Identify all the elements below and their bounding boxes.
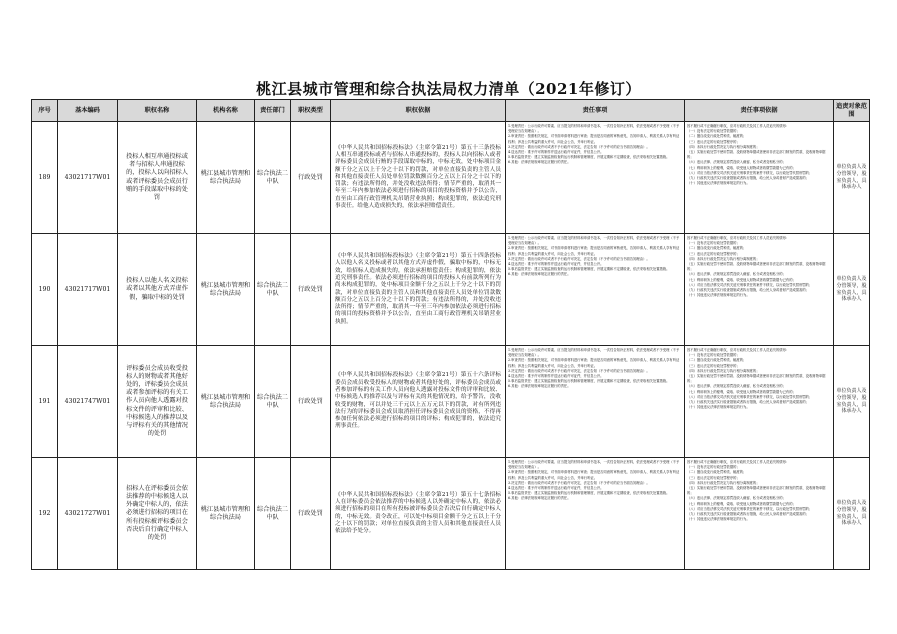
cell-scope: 单位负责人及分管领导，股室负责人，具体承办人 — [834, 234, 870, 346]
header-name: 职权名称 — [118, 100, 197, 122]
text-line: （八）对应当依法移交司法机关追究刑事责任的案件不移交，以行政处罚代替刑罚的； — [687, 394, 813, 399]
cell-code: 43021727W01 — [58, 458, 118, 570]
text-line: （四）未执行行政处罚决定与执行相分离制度的； — [687, 256, 760, 261]
cell-duties-basis — [685, 346, 834, 458]
text-line: （二）擅自改变行政处罚种类、幅度的； — [687, 358, 747, 363]
cell-org: 桃江县城市管理和综合执法局 — [197, 122, 255, 234]
cell-duties — [506, 122, 685, 234]
cell-scope: 单位负责人及分管领导，股室负责人，具体承办人 — [834, 346, 870, 458]
cell-duties-basis — [685, 458, 834, 570]
text-line: 2.审查责任：按照相关规定，对书面申请材料进行审查；提出是否同意的审核意见，告知申请人、利害关系人享有听证权利；涉及公共利益的重大许可，向社会公告，并举行听证。 — [508, 134, 680, 144]
cell-name: 招标人在评标委员会依法推荐的中标候选人以外确定中标人的，依法必须进行招标的项目在所有投标被评标委员会否决后自行确定中标人的处罚 — [118, 458, 197, 570]
text-line: （五）实施行政处罚不使用罚款、没收财物单据或者使用非法定部门制发的罚款、没收财物单据的； — [687, 262, 826, 272]
text-line: （六）违反法律、法规规定将罚没收入截留、私分或者变相私分的； — [687, 272, 786, 277]
cell-name: 投标人相互串通投标或者与招标人串通投标的，投标人以向招标人或者评标委员会成员行贿的手段谋取中标的处罚 — [118, 122, 197, 234]
text-line: （二）擅自改变行政处罚种类、幅度的； — [687, 246, 747, 251]
cell-duties — [506, 234, 685, 346]
text-line: （八）对应当依法移交司法机关追究刑事责任的案件不移交，以行政处罚代替刑罚的； — [687, 506, 813, 511]
text-line: （三）违反法定的行政处罚程序的； — [687, 475, 740, 480]
text-line: 4.送达责任：准予许可的制作并送达行政许可证件，并信息公开。 — [508, 486, 604, 491]
text-line: （六）违反法律、法规规定将罚没收入截留、私分或者变相私分的； — [687, 160, 786, 165]
text-line: （十）其他违反法律法规规章规定的行为。 — [687, 405, 750, 410]
cell-seq: 190 — [32, 234, 58, 346]
text-line: 1.受理责任：公示行政许可要素、应当提交的材料和申请书范本，一次性告知补正材料，依法受理或者不予受理（不予受理应当告知理由）。 — [508, 348, 680, 358]
power-list-table — [31, 99, 870, 570]
cell-dept: 综合执法二中队 — [255, 234, 291, 346]
text-line: 1.受理责任：公示行政许可要素、应当提交的材料和申请书范本，一次性告知补正材料，依法受理或者不予受理（不予受理应当告知理由）。 — [508, 236, 680, 246]
header-type: 职权类型 — [291, 100, 331, 122]
text-line: 因不履行或不正确履行职权，应对行政机关及其工作人员追究的情形： — [687, 124, 790, 128]
text-line: 2.审查责任：按照相关规定，对书面申请材料进行审查；提出是否同意的审核意见，告知申请人、利害关系人享有听证权利；涉及公共利益的重大许可，向社会公告，并举行听证。 — [508, 470, 680, 480]
text-line: （四）未执行行政处罚决定与执行相分离制度的； — [687, 144, 760, 149]
text-line: 6.其他：法律法规规章规定应履行的责任。 — [508, 272, 571, 277]
text-line: （五）实施行政处罚不使用罚款、没收财物单据或者使用非法定部门制发的罚款、没收财物单据的； — [687, 486, 826, 496]
table-row — [32, 122, 870, 234]
text-line: 因不履行或不正确履行职权，应对行政机关及其工作人员追究的情形： — [687, 348, 790, 352]
text-line: 因不履行或不正确履行职权，应对行政机关及其工作人员追究的情形： — [687, 236, 790, 240]
text-line: （八）对应当依法移交司法机关追究刑事责任的案件不移交，以行政处罚代替刑罚的； — [687, 170, 813, 175]
text-line: 1.受理责任：公示行政许可要素、应当提交的材料和申请书范本，一次性告知补正材料，依法受理或者不予受理（不予受理应当告知理由）。 — [508, 124, 680, 134]
text-line: （九）行政机关违法实行检查措施或者执行措施，给公民人身或者财产造成损害的； — [687, 288, 809, 293]
cell-duties-basis — [685, 122, 834, 234]
cell-org: 桃江县城市管理和综合执法局 — [197, 234, 255, 346]
text-line: （七）利用职务上的便利，索取、收受他人财物或者收缴罚款据为己有的； — [687, 389, 796, 394]
text-line: 3.决定责任：做出行政许可或者不予行政许可决定，法定告知（不予许可的应当书面告知理由）。 — [508, 144, 650, 149]
text-line: 因不履行或不正确履行职权，应对行政机关及其工作人员追究的情形： — [687, 460, 790, 464]
text-line: 5.事后监管责任：建立实施监督检查的运行机制和管理制度，开展定期和不定期检查，依法采取相关处置措施。 — [508, 491, 670, 496]
cell-name: 投标人以他人名义投标或者以其他方式弄虚作假，骗取中标的处罚 — [118, 234, 197, 346]
text-line: （十）其他违反法律法规规章规定的行为。 — [687, 517, 750, 522]
text-line: 5.事后监管责任：建立实施监督检查的运行机制和管理制度，开展定期和不定期检查，依法采取相关处置措施。 — [508, 267, 670, 272]
cell-basis: 《中华人民共和国招标投标法》（主席令第21号）第五十七条招标人在评标委员会依法推荐的中标候选人以外确定中标人的，依法必须进行招标的项目在所有投标被评标委员会否决后自行确定中标人的，中标无效。责令改正，可以处中标项目金额千分之五以上千分之十以下的罚款；对单位直接负责的主管人员和其他直接责任人员依法给予处分。 — [331, 458, 506, 570]
page-title: 桃江县城市管理和综合执法局权力清单（2021年修订） — [256, 80, 641, 98]
text-line: 1.受理责任：公示行政许可要素、应当提交的材料和申请书范本，一次性告知补正材料，依法受理或者不予受理（不予受理应当告知理由）。 — [508, 460, 680, 470]
header-duties-basis: 责任事项依据 — [685, 100, 834, 122]
text-line: （二）擅自改变行政处罚种类、幅度的； — [687, 470, 747, 475]
text-line: （三）违反法定的行政处罚程序的； — [687, 139, 740, 144]
table-row — [32, 234, 870, 346]
header-code: 基本编码 — [58, 100, 118, 122]
text-line: （九）行政机关违法实行检查措施或者执行措施，给公民人身或者财产造成损害的； — [687, 400, 809, 405]
text-line: （七）利用职务上的便利，索取、收受他人财物或者收缴罚款据为己有的； — [687, 277, 796, 282]
text-line: （三）违反法定的行政处罚程序的； — [687, 251, 740, 256]
text-line: （一）没有法定的行政处罚依据的； — [687, 465, 740, 470]
text-line: （六）违反法律、法规规定将罚没收入截留、私分或者变相私分的； — [687, 384, 786, 389]
text-line: （十）其他违反法律法规规章规定的行为。 — [687, 181, 750, 186]
header-basis: 职权依据 — [331, 100, 506, 122]
text-line: （五）实施行政处罚不使用罚款、没收财物单据或者使用非法定部门制发的罚款、没收财物单据的； — [687, 150, 826, 160]
text-line: （九）行政机关违法实行检查措施或者执行措施，给公民人身或者财产造成损害的； — [687, 512, 809, 517]
cell-dept: 综合执法二中队 — [255, 346, 291, 458]
cell-duties — [506, 458, 685, 570]
header-seq: 序号 — [32, 100, 58, 122]
cell-basis: 《中华人民共和国招标投标法》（主席令第21号）第五十三条投标人相互串通投标或者与招标人串通投标的，投标人以向招标人或者评标委员会成员行贿的手段谋取中标的，中标无效，处中标项目金额千分之五以上千分之十以下的罚款，对单位直接负责的主管人员和其他直接责任人员处单位罚款数额百分之五以上百分之十以下的罚款；有违法所得的，并处没收违法所得；情节严重的，取消其一年至二年内参加依法必须进行招标的项目的投标资格并予以公告，直至由工商行政管理机关吊销营业执照；构成犯罪的，依法追究刑事责任。给他人造成损失的，依法承担赔偿责任。 — [331, 122, 506, 234]
cell-code: 43021717W01 — [58, 122, 118, 234]
table-row — [32, 346, 870, 458]
header-org: 机构名称 — [197, 100, 255, 122]
cell-dept: 综合执法二中队 — [255, 122, 291, 234]
text-line: 5.事后监管责任：建立实施监督检查的运行机制和管理制度，开展定期和不定期检查，依法采取相关处置措施。 — [508, 379, 670, 384]
cell-seq: 191 — [32, 346, 58, 458]
cell-type: 行政处罚 — [291, 458, 331, 570]
text-line: 6.其他：法律法规规章规定应履行的责任。 — [508, 384, 571, 389]
cell-duties — [506, 346, 685, 458]
text-line: （一）没有法定的行政处罚依据的； — [687, 353, 740, 358]
cell-scope: 单位负责人及分管领导，股室负责人，具体承办人 — [834, 122, 870, 234]
cell-org: 桃江县城市管理和综合执法局 — [197, 458, 255, 570]
header-scope: 追责对象范围 — [834, 100, 870, 122]
text-line: （二）擅自改变行政处罚种类、幅度的； — [687, 134, 747, 139]
cell-code: 43021717W01 — [58, 234, 118, 346]
cell-seq: 192 — [32, 458, 58, 570]
cell-basis: 《中华人民共和国招标投标法》（主席令第21号）第五十六条评标委员会成员收受投标人的财物或者其他好处的，评标委员会成员或者参加评标的有关工作人员向他人透露对投标文件的评审和比较、中标候选人的推荐以及与评标有关的其他情况的，给予警告，没收收受的财物，可以并处三千元以上五万元以下的罚款，对有所列违法行为的评标委员会成员取消担任评标委员会成员的资格，不得再参加任何依法必须进行招标的项目的评标；构成犯罪的，依法追究刑事责任。 — [331, 346, 506, 458]
cell-type: 行政处罚 — [291, 122, 331, 234]
text-line: 2.审查责任：按照相关规定，对书面申请材料进行审查；提出是否同意的审核意见，告知申请人、利害关系人享有听证权利；涉及公共利益的重大许可，向社会公告，并举行听证。 — [508, 358, 680, 368]
text-line: 3.决定责任：做出行政许可或者不予行政许可决定，法定告知（不予许可的应当书面告知理由）。 — [508, 480, 650, 485]
cell-scope: 单位负责人及分管领导，股室负责人，具体承办人 — [834, 458, 870, 570]
text-line: （五）实施行政处罚不使用罚款、没收财物单据或者使用非法定部门制发的罚款、没收财物单据的； — [687, 374, 826, 384]
text-line: （四）未执行行政处罚决定与执行相分离制度的； — [687, 368, 760, 373]
table-header-row — [32, 100, 870, 122]
text-line: 6.其他：法律法规规章规定应履行的责任。 — [508, 496, 571, 501]
text-line: （一）没有法定的行政处罚依据的； — [687, 241, 740, 246]
text-line: （六）违反法律、法规规定将罚没收入截留、私分或者变相私分的； — [687, 496, 786, 501]
text-line: 4.送达责任：准予许可的制作并送达行政许可证件，并信息公开。 — [508, 150, 604, 155]
text-line: 3.决定责任：做出行政许可或者不予行政许可决定，法定告知（不予许可的应当书面告知理由）。 — [508, 256, 650, 261]
text-line: 4.送达责任：准予许可的制作并送达行政许可证件，并信息公开。 — [508, 262, 604, 267]
text-line: （七）利用职务上的便利，索取、收受他人财物或者收缴罚款据为己有的； — [687, 165, 796, 170]
header-duties: 责任事项 — [506, 100, 685, 122]
text-line: 2.审查责任：按照相关规定，对书面申请材料进行审查；提出是否同意的审核意见，告知申请人、利害关系人享有听证权利；涉及公共利益的重大许可，向社会公告，并举行听证。 — [508, 246, 680, 256]
cell-org: 桃江县城市管理和综合执法局 — [197, 346, 255, 458]
text-line: （十）其他违反法律法规规章规定的行为。 — [687, 293, 750, 298]
text-line: 4.送达责任：准予许可的制作并送达行政许可证件，并信息公开。 — [508, 374, 604, 379]
cell-seq: 189 — [32, 122, 58, 234]
cell-basis: 《中华人民共和国招标投标法》（主席令第21号）第五十四条投标人以他人名义投标或者以其他方式弄虚作假，骗取中标的，中标无效，给招标人造成损失的，依法承担赔偿责任；构成犯罪的，依法追究刑事责任。依法必须进行招标的项目的投标人有前款所列行为尚未构成犯罪的，处中标项目金额千分之五以上千分之十以下的罚款，对单位直接负责的主管人员和其他直接责任人员处单位罚款数额百分之五以上百分之十以下的罚款；有违法所得的，并处没收违法所得；情节严重的，取消其一年至三年内参加依法必须进行招标的项目的投标资格并予以公告，直至由工商行政管理机关吊销营业执照。 — [331, 234, 506, 346]
text-line: 6.其他：法律法规规章规定应履行的责任。 — [508, 160, 571, 165]
text-line: 3.决定责任：做出行政许可或者不予行政许可决定，法定告知（不予许可的应当书面告知理由）。 — [508, 368, 650, 373]
table-row — [32, 458, 870, 570]
cell-name: 评标委员会成员收受投标人的财物或者其他好处的，评标委员会成员或者参加评标的有关工作人员向他人透露对投标文件的评审和比较、中标候选人的推荐以及与评标有关的其他情况的处罚 — [118, 346, 197, 458]
cell-code: 43021747W01 — [58, 346, 118, 458]
cell-duties-basis — [685, 234, 834, 346]
text-line: （一）没有法定的行政处罚依据的； — [687, 129, 740, 134]
text-line: （三）违反法定的行政处罚程序的； — [687, 363, 740, 368]
text-line: （九）行政机关违法实行检查措施或者执行措施，给公民人身或者财产造成损害的； — [687, 176, 809, 181]
text-line: 5.事后监管责任：建立实施监督检查的运行机制和管理制度，开展定期和不定期检查，依法采取相关处置措施。 — [508, 155, 670, 160]
cell-type: 行政处罚 — [291, 346, 331, 458]
cell-type: 行政处罚 — [291, 234, 331, 346]
cell-dept: 综合执法二中队 — [255, 458, 291, 570]
text-line: （七）利用职务上的便利，索取、收受他人财物或者收缴罚款据为己有的； — [687, 501, 796, 506]
text-line: （八）对应当依法移交司法机关追究刑事责任的案件不移交，以行政处罚代替刑罚的； — [687, 282, 813, 287]
text-line: （四）未执行行政处罚决定与执行相分离制度的； — [687, 480, 760, 485]
header-dept: 责任部门 — [255, 100, 291, 122]
